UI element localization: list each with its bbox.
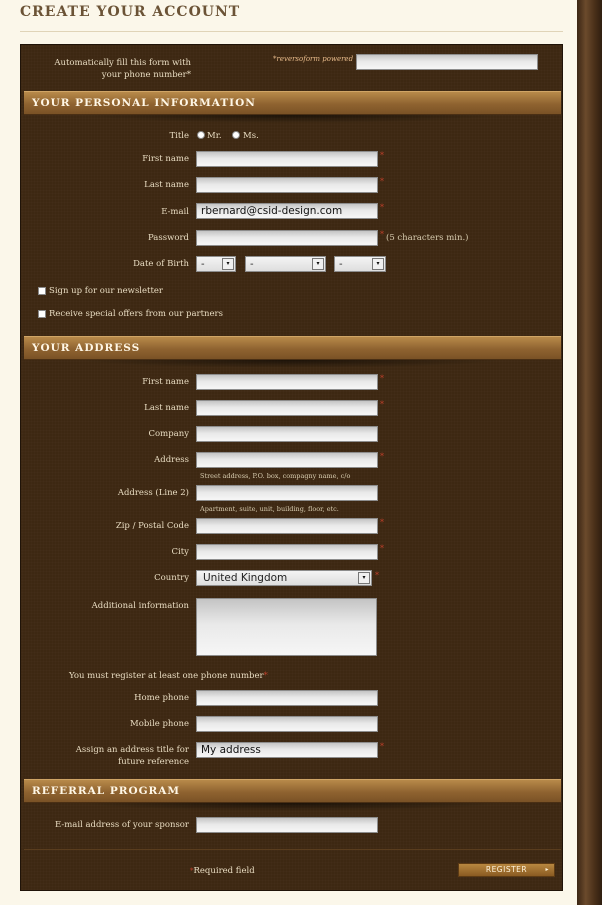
sponsor-email-input[interactable]	[196, 817, 378, 833]
zip-input[interactable]	[196, 518, 378, 534]
autofill-phone-input[interactable]	[356, 54, 538, 70]
email-label: E-mail	[161, 207, 189, 217]
address-header	[24, 336, 561, 360]
referral-title: REFERRAL PROGRAM	[32, 785, 181, 797]
title-mr-radio[interactable]	[197, 131, 205, 139]
page-title: CREATE YOUR ACCOUNT	[20, 4, 241, 20]
section-shadow	[81, 360, 501, 368]
title-ms-radio[interactable]	[232, 131, 240, 139]
required-marker: *	[263, 671, 268, 681]
dob-month-value: -	[250, 259, 254, 270]
chevron-down-icon: ▾	[372, 258, 384, 270]
last-name-input[interactable]	[196, 177, 378, 193]
last-name-label: Last name	[144, 180, 189, 190]
chevron-down-icon: ▾	[222, 258, 234, 270]
dob-day-select[interactable]	[196, 256, 236, 272]
referral-header	[24, 779, 561, 803]
required-marker: *	[380, 151, 384, 160]
city-input[interactable]	[196, 544, 378, 560]
personal-info-title: YOUR PERSONAL INFORMATION	[32, 97, 256, 109]
home-phone-label: Home phone	[134, 693, 189, 703]
phone-requirement-text: You must register at least one phone number	[69, 671, 264, 681]
dob-day-value: -	[201, 259, 205, 270]
address2-input[interactable]	[196, 485, 378, 501]
zip-label: Zip / Postal Code	[115, 521, 189, 531]
company-input[interactable]	[196, 426, 378, 442]
company-label: Company	[148, 429, 189, 439]
autofill-label: Automatically fill this form with your phone number*	[54, 58, 191, 80]
dob-year-select[interactable]	[334, 256, 386, 272]
mobile-phone-label: Mobile phone	[130, 719, 189, 729]
required-marker: *	[190, 867, 194, 875]
personal-info-header	[24, 91, 561, 115]
address2-hint: Apartment, suite, unit, building, floor, etc.	[200, 505, 339, 513]
mobile-phone-input[interactable]	[196, 716, 378, 732]
newsletter-checkbox[interactable]	[38, 287, 46, 295]
title-label: Title	[169, 131, 189, 141]
address-hint: Street address, P.O. box, compagny name, c/o	[200, 472, 351, 480]
country-label: Country	[154, 573, 189, 583]
required-marker: *	[380, 742, 384, 751]
address-alias-label: Assign an address title for future reference	[75, 745, 189, 767]
offers-checkbox[interactable]	[38, 310, 46, 318]
address-input[interactable]	[196, 452, 378, 468]
email-input[interactable]: rbernard@csid-design.com	[196, 203, 378, 219]
required-field-note	[190, 865, 255, 877]
additional-info-label: Additional information	[91, 601, 189, 611]
required-marker: *	[380, 230, 384, 239]
chevron-down-icon: ▾	[312, 258, 324, 270]
password-input[interactable]	[196, 230, 378, 246]
register-label: REGISTER	[485, 865, 528, 874]
country-select[interactable]	[196, 570, 372, 586]
footer-divider	[24, 849, 561, 850]
home-phone-input[interactable]	[196, 690, 378, 706]
password-label: Password	[147, 233, 189, 243]
country-value: United Kingdom	[203, 572, 288, 584]
account-form	[20, 44, 563, 891]
required-marker: *	[380, 518, 384, 527]
required-marker: *	[380, 544, 384, 553]
chevron-down-icon: ▾	[358, 572, 370, 584]
required-marker: *	[375, 571, 379, 580]
first-name-input[interactable]	[196, 151, 378, 167]
city-label: City	[171, 547, 189, 557]
register-button[interactable]	[458, 863, 555, 877]
dob-label: Date of Birth	[133, 259, 189, 269]
title-ms-label: Ms.	[243, 131, 259, 141]
required-marker: *	[380, 177, 384, 186]
required-marker: *	[380, 400, 384, 409]
required-marker: *	[380, 203, 384, 212]
first-name-label: First name	[142, 154, 189, 164]
address-label: Address	[154, 455, 189, 465]
address-first-name-input[interactable]	[196, 374, 378, 390]
address-first-name-label: First name	[142, 377, 189, 387]
phone-requirement-note	[69, 670, 268, 682]
arrow-right-icon: ▸	[545, 866, 549, 873]
page-edge-decoration	[577, 0, 602, 905]
address2-label: Address (Line 2)	[117, 488, 189, 498]
dob-year-value: -	[339, 259, 343, 270]
address-last-name-input[interactable]	[196, 400, 378, 416]
offers-label: Receive special offers from our partners	[49, 309, 223, 319]
required-marker: *	[380, 452, 384, 461]
address-alias-input[interactable]: My address	[196, 742, 378, 758]
additional-info-textarea[interactable]	[196, 598, 377, 656]
dob-month-select[interactable]	[245, 256, 326, 272]
section-shadow	[81, 115, 501, 123]
title-mr-label: Mr.	[207, 131, 222, 141]
sponsor-email-label: E-mail address of your sponsor	[54, 820, 189, 830]
required-marker: *	[380, 374, 384, 383]
reversoform-powered: *reversoform powered	[273, 55, 354, 63]
title-divider	[20, 31, 563, 32]
address-title: YOUR ADDRESS	[32, 342, 141, 354]
newsletter-label: Sign up for our newsletter	[49, 286, 163, 296]
section-shadow	[81, 803, 501, 811]
required-field-text: Required field	[193, 866, 255, 876]
address-last-name-label: Last name	[144, 403, 189, 413]
password-hint: (5 characters min.)	[386, 233, 469, 243]
